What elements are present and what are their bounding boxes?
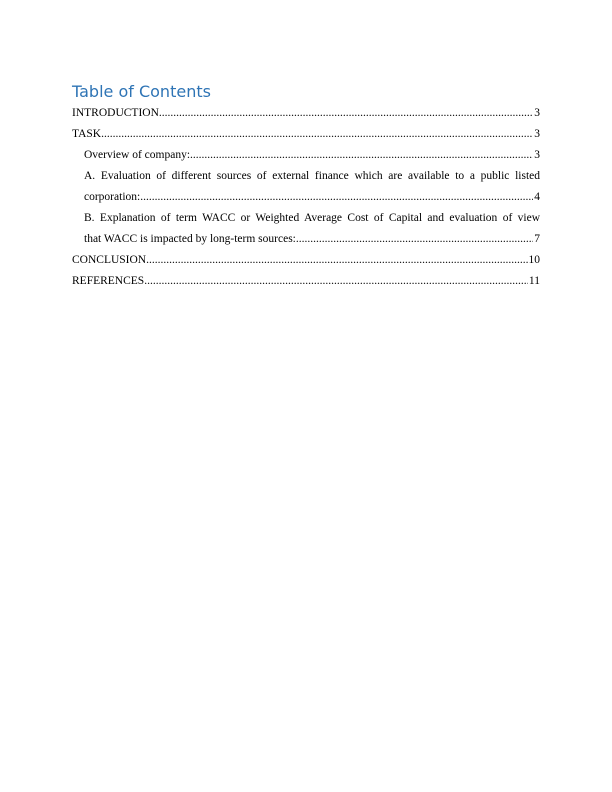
toc-entry-conclusion[interactable] [72,250,540,271]
toc-entry-line [72,103,540,124]
toc-entry-text: Overview of company: [84,149,191,161]
toc-leader-dots [140,187,533,208]
toc-entry-line [84,229,540,250]
toc-page-number: 7 [534,233,540,245]
toc-entry-references[interactable] [72,271,540,292]
toc-entry-text: REFERENCES [72,275,145,287]
toc-entry-line [84,187,540,208]
toc-page-number: 3 [534,128,540,140]
toc-entry-text: INTRODUCTION [72,107,159,119]
toc-entry-sources-of-external-finance[interactable] [72,166,540,208]
toc-leader-dots [146,250,527,271]
toc-entry-introduction[interactable] [72,103,540,124]
toc-page-number: 10 [528,254,540,266]
toc-entry-task[interactable] [72,124,540,145]
toc-entry-lead-line: A. Evaluation of different sources of external finance which are available to a public listed [84,170,540,182]
toc-page-number: 4 [534,191,540,203]
toc-entry-line [72,250,540,271]
toc-entry-line [84,145,540,166]
toc-leader-dots [296,229,533,250]
toc-page-number: 11 [528,275,540,287]
table-of-contents [72,81,540,292]
toc-page-number: 3 [534,149,540,161]
toc-entry-text: corporation: [84,191,141,203]
toc-entry-line [72,271,540,292]
toc-entry-text: TASK [72,128,102,140]
toc-leader-dots [101,124,533,145]
toc-entry-text: that WACC is impacted by long-term sources: [84,233,296,245]
toc-entry-lead-line: B. Explanation of term WACC or Weighted Average Cost of Capital and evaluation of view [84,212,540,224]
toc-page-number: 3 [534,107,540,119]
toc-leader-dots [159,103,533,124]
toc-entry-text: CONCLUSION [72,254,147,266]
toc-leader-dots [190,145,533,166]
toc-leader-dots [144,271,528,292]
toc-title: Table of Contents [72,82,211,101]
toc-entry-wacc-explanation[interactable] [72,208,540,250]
toc-entry-overview-of-company[interactable] [72,145,540,166]
toc-entry-line [72,124,540,145]
